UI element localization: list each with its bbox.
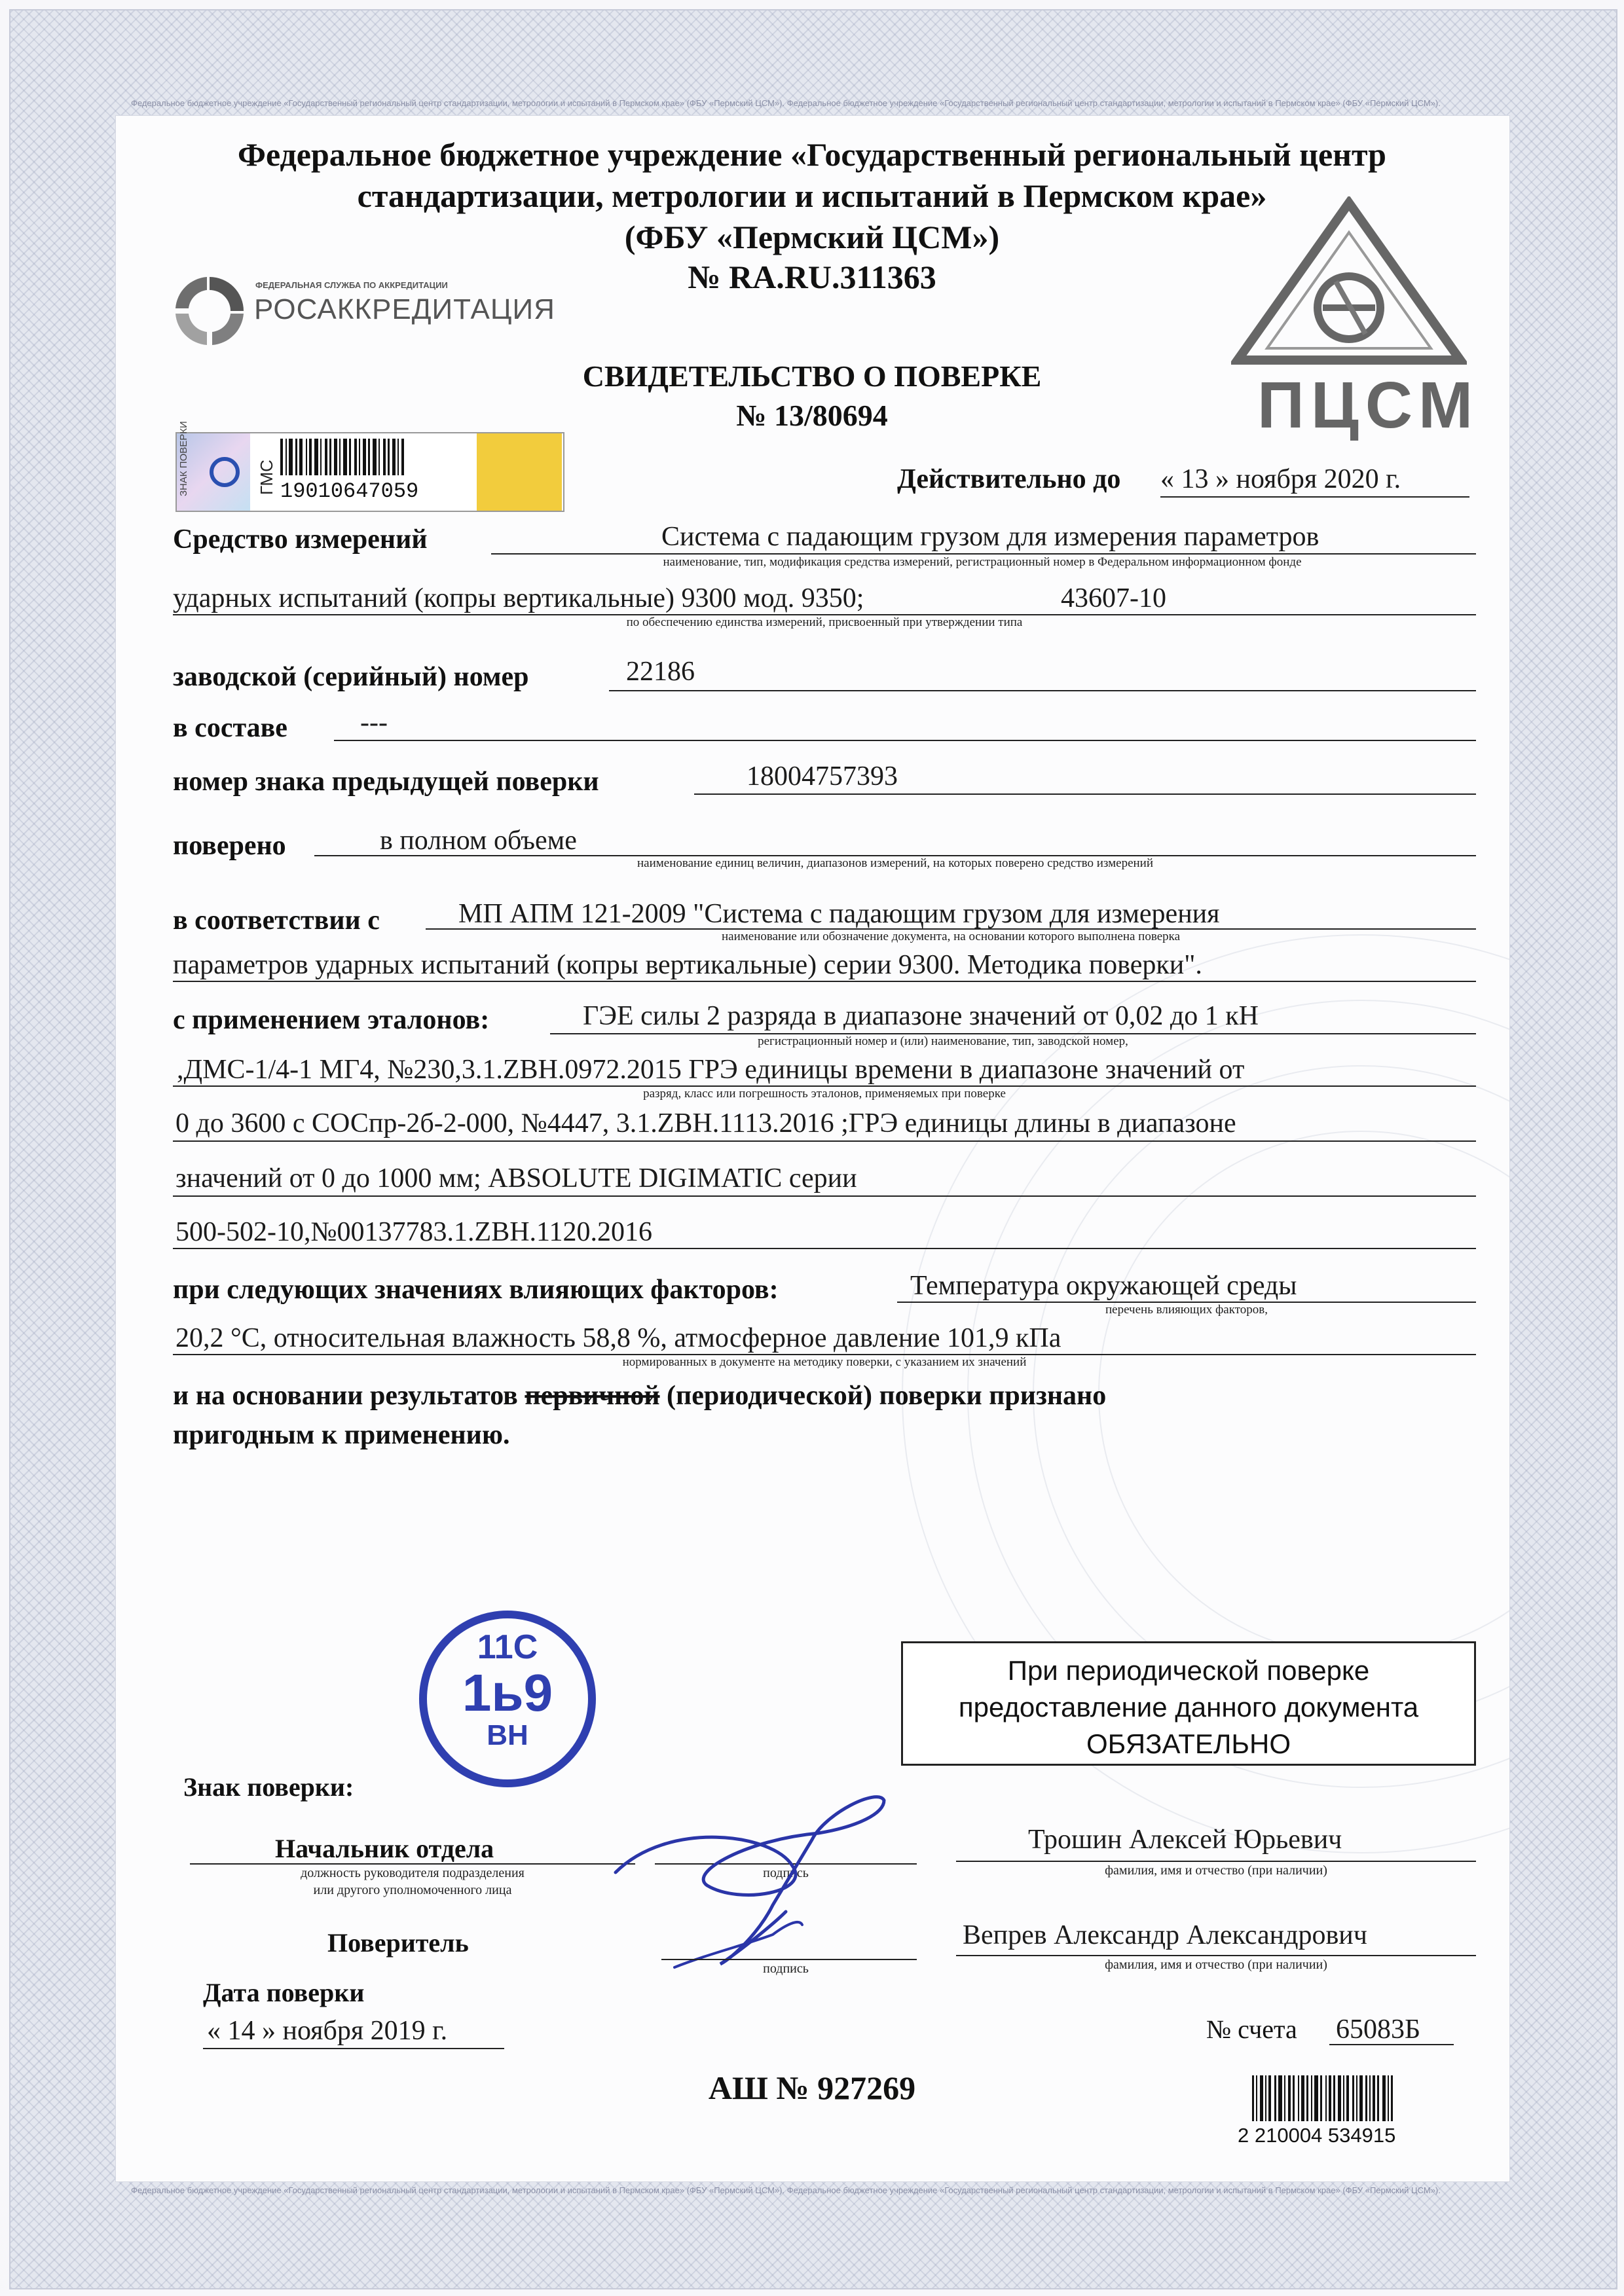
head-name-hint: фамилия, имя и отчество (при наличии)	[1105, 1863, 1327, 1878]
stamp-top: 11С	[477, 1628, 538, 1666]
sticker-number: 19010647059	[280, 479, 419, 503]
standards-label: с применением эталонов:	[173, 1005, 490, 1035]
barcode-text: 2 210004 534915	[1238, 2124, 1396, 2147]
head-name: Трошин Алексей Юрьевич	[1028, 1825, 1342, 1855]
verified-label: поверено	[173, 831, 286, 861]
standards-value-1: ГЭЕ силы 2 разряда в диапазоне значений от 0,02 до 1 кН	[583, 1001, 1259, 1031]
sticker-color-stripe	[477, 433, 562, 511]
pcsm-triangle-icon	[1231, 196, 1467, 367]
serial-label: заводской (серийный) номер	[173, 662, 529, 692]
prev-mark-value: 18004757393	[747, 761, 898, 792]
conclusion-line-2: пригодным к применению.	[173, 1420, 510, 1450]
signature-scribble	[576, 1761, 943, 1984]
verifier-label: Поверитель	[327, 1928, 469, 1958]
standards-hint-1: регистрационный номер и (или) наименование, тип, заводской номер,	[758, 1034, 1128, 1048]
verifier-name: Вепрев Александр Александрович	[963, 1920, 1367, 1950]
standards-value-2: ,ДМС-1/4-1 МГ4, №230,3.1.ZBH.0972.2015 ГРЭ единицы времени в диапазоне значений от	[177, 1055, 1245, 1085]
verification-sticker	[175, 421, 564, 512]
notice-line-1: При периодической поверке	[1007, 1655, 1370, 1686]
standards-value-3: 0 до 3600 с СОСпр-2б-2-000, №4447, 3.1.ZBH.1113.2016 ;ГРЭ единицы длины в диапазоне	[175, 1108, 1236, 1139]
according-hint: наименование или обозначение документа, на основании которого выполнена поверка	[721, 930, 1181, 943]
certificate-number: № 13/80694	[736, 399, 888, 432]
according-value-1: МП АПМ 121-2009 "Система с падающим грузом для измерения	[458, 899, 1220, 929]
certificate-title: СВИДЕТЕЛЬСТВО О ПОВЕРКЕ	[582, 359, 1042, 393]
microtext-top: Федеральное бюджетное учреждение «Государственный региональный центр стандартизации, метрологии и испытаний в Пермском крае» (ФБУ «Пермский ЦСМ»). Федеральное бюджетное учреждение «Государственный региональный центр стандартизации, метрологии и испытаний в Пермском крае» (ФБУ «Пермский ЦСМ»).	[131, 98, 1441, 108]
instrument-hint-2: по обеспечению единства измерений, присвоенный при утверждении типа	[626, 615, 1023, 629]
org-line-3: (ФБУ «Пермский ЦСМ»)	[624, 219, 1000, 255]
stamp-bottom: ВН	[487, 1719, 528, 1751]
date-label: Дата поверки	[203, 1978, 365, 2007]
factors-value-2: 20,2 °С, относительная влажность 58,8 %, атмосферное давление 101,9 кПа	[175, 1323, 1061, 1353]
serial-value: 22186	[626, 657, 695, 687]
prev-mark-label: номер знака предыдущей поверки	[173, 767, 599, 797]
composition-value: ---	[360, 708, 388, 738]
instrument-value-1: Система с падающим грузом для измерения параметров	[661, 522, 1320, 552]
date-value: « 14 » ноября 2019 г.	[207, 2016, 448, 2046]
standards-value-5: 500-502-10,№00137783.1.ZBH.1120.2016	[175, 1217, 652, 1247]
head-hint-2: или другого уполномоченного лица	[313, 1883, 512, 1897]
form-number: АШ № 927269	[708, 2069, 916, 2106]
according-value-2: параметров ударных испытаний (копры вертикальные) серии 9300. Методика поверки".	[173, 950, 1202, 980]
pcsm-name: ПЦСМ	[1257, 369, 1480, 442]
conclusion-line-1	[173, 1380, 1106, 1412]
conclusion-struck-word: первичной	[525, 1381, 660, 1411]
org-line-1: Федеральное бюджетное учреждение «Государственный региональный центр	[238, 136, 1386, 173]
org-line-2: стандартизации, метрологии и испытаний в Пермском крае»	[357, 177, 1267, 214]
conclusion-part-2: (периодической) поверки признано	[667, 1381, 1107, 1411]
verification-stamp	[419, 1611, 596, 1787]
verifier-signature-hint: подпись	[763, 1961, 809, 1976]
factors-value-1: Температура окружающей среды	[910, 1271, 1297, 1301]
rosakkreditacia-emblem-icon	[170, 272, 249, 350]
sticker-gms: ГМС	[257, 460, 276, 495]
microtext-bottom: Федеральное бюджетное учреждение «Государственный региональный центр стандартизации, метрологии и испытаний в Пермском крае» (ФБУ «Пермский ЦСМ»). Федеральное бюджетное учреждение «Государственный региональный центр стандартизации, метрологии и испытаний в Пермском крае» (ФБУ «Пермский ЦСМ»).	[131, 2185, 1441, 2195]
factors-hint-1: перечень влияющих факторов,	[1105, 1303, 1268, 1317]
rosakkreditacia-subtitle: ФЕДЕРАЛЬНАЯ СЛУЖБА ПО АККРЕДИТАЦИИ	[255, 280, 448, 290]
head-hint-1: должность руководителя подразделения	[301, 1866, 525, 1880]
head-signature-hint: подпись	[763, 1866, 809, 1880]
composition-label: в составе	[173, 713, 287, 743]
rosakkreditacia-name: РОСАККРЕДИТАЦИЯ	[254, 293, 555, 325]
account-value: 65083Б	[1336, 2014, 1421, 2045]
standards-value-4: значений от 0 до 1000 мм; ABSOLUTE DIGIMATIC серии	[175, 1163, 857, 1194]
mark-label: Знак поверки:	[183, 1772, 354, 1802]
notice-line-3: ОБЯЗАТЕЛЬНО	[1086, 1728, 1291, 1759]
head-title: Начальник отдела	[275, 1834, 494, 1863]
verifier-name-hint: фамилия, имя и отчество (при наличии)	[1105, 1958, 1327, 1972]
factors-hint-2: нормированных в документе на методику поверки, с указанием их значений	[622, 1355, 1027, 1369]
verified-hint: наименование единиц величин, диапазонов измерений, на которых поверено средство измерений	[637, 856, 1154, 870]
notice-line-2: предоставление данного документа	[958, 1692, 1419, 1722]
stamp-middle: 1ь9	[462, 1664, 553, 1722]
instrument-reg-number: 43607-10	[1061, 583, 1166, 613]
sticker-barcode	[280, 439, 404, 475]
account-label: № счета	[1206, 2014, 1297, 2044]
sticker-emblem-icon	[210, 457, 240, 487]
valid-until-date: « 13 » ноября 2020 г.	[1160, 464, 1401, 494]
rosakkreditacia-logo	[170, 262, 555, 360]
verified-value: в полном объеме	[380, 826, 577, 856]
notice-box	[901, 1641, 1476, 1766]
sticker-vertical-text: ЗНАК ПОВЕРКИ	[178, 421, 189, 496]
conclusion-part-1: и на основании результатов	[173, 1381, 518, 1411]
instrument-label: Средство измерений	[173, 524, 428, 555]
valid-until-label: Действительно до	[897, 464, 1121, 494]
instrument-value-2: ударных испытаний (копры вертикальные) 9300 мод. 9350;	[173, 583, 864, 613]
factors-label: при следующих значениях влияющих факторов:	[173, 1275, 779, 1305]
standards-hint-2: разряд, класс или погрешность эталонов, применяемых при поверке	[643, 1087, 1006, 1101]
accreditation-number: № RA.RU.311363	[688, 259, 936, 295]
form-barcode	[1252, 2075, 1393, 2121]
according-label: в соответствии с	[173, 905, 380, 936]
instrument-hint-1: наименование, тип, модификация средства измерений, регистрационный номер в Федеральном информационном фонде	[663, 555, 1302, 569]
